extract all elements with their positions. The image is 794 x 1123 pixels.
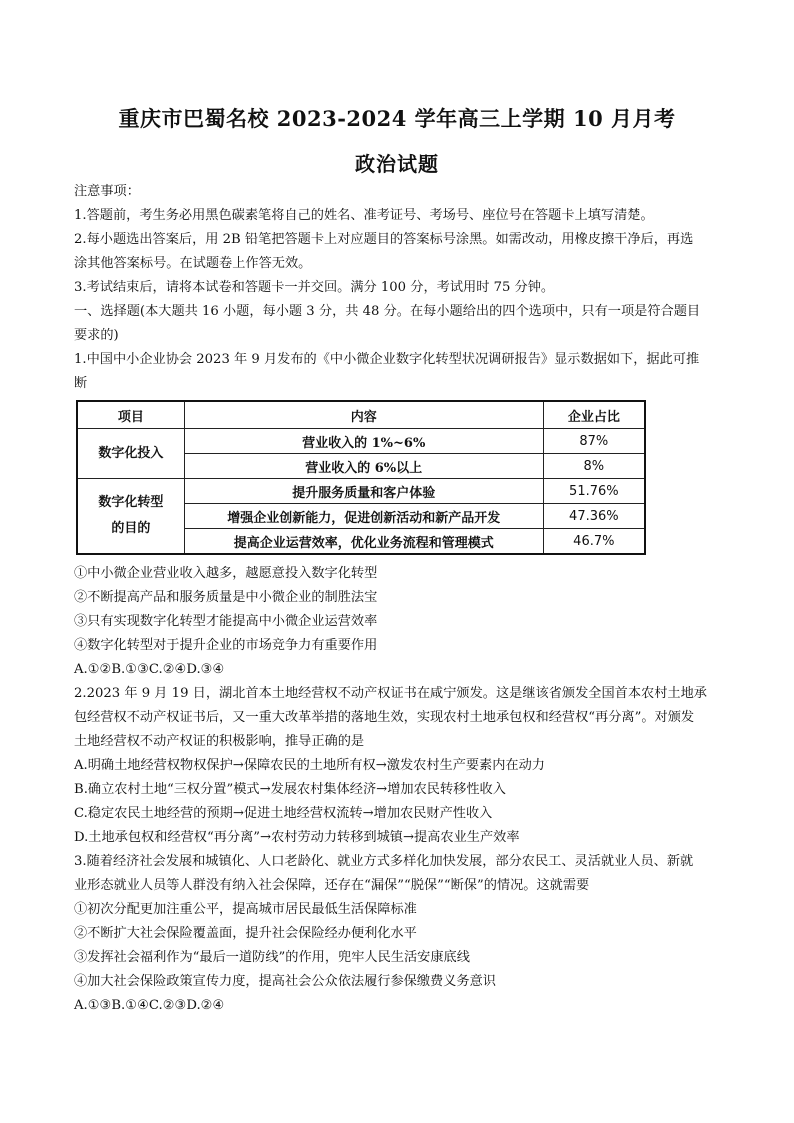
table-group-label-purpose-line-1: 数字化转型 (98, 495, 164, 510)
notice-item-3: 3.考试结束后，请将本试卷和答题卡一并交回。满分 100 分，考试用时 75 分钟。 (74, 280, 555, 295)
q2-option-a: A.明确土地经营权物权保护→保障农民的土地所有权→激发农村生产要素内在动力 (74, 758, 545, 773)
table-cell-content: 增强企业创新能力，促进创新活动和新产品开发 (184, 504, 543, 529)
q3-stem-line-1: 3.随着经济社会发展和城镇化、人口老龄化、就业方式多样化加快发展，部分农民工、灵活就业人员、新就 (74, 854, 694, 869)
notice-item-2-line-2: 涂其他答案标号。在试题卷上作答无效。 (74, 256, 312, 271)
q3-answer-choices: A.①③B.①④C.②③D.②④ (74, 998, 225, 1013)
section-heading-line-1: 一、选择题(本大题共 16 小题，每小题 3 分，共 48 分。在每小题给出的四个选项中，只有一项是符合题目 (74, 304, 701, 319)
q2-stem-line-3: 土地经营权不动产权证的积极影响，推导正确的是 (74, 734, 365, 749)
q2-stem-line-1: 2.2023 年 9 月 19 日，湖北首本土地经营权不动产权证书在咸宁颁发。这是继该省颁发全国首本农村土地承 (74, 686, 707, 701)
q3-option-3: ③发挥社会福利作为“最后一道防线”的作用，兜牢人民生活安康底线 (74, 950, 470, 965)
section-heading-line-2: 要求的) (74, 328, 119, 343)
q3-option-4: ④加大社会保险政策宣传力度，提高社会公众依法履行参保缴费义务意识 (74, 974, 496, 989)
q1-answer-choices: A.①②B.①③C.②④D.③④ (74, 662, 225, 677)
table-header-item: 项目 (77, 401, 184, 429)
table-cell-share: 46.7% (543, 529, 645, 555)
table-cell-content: 营业收入的 1%~6% (184, 429, 543, 454)
q2-option-c: C.稳定农民土地经营的预期→促进土地经营权流转→增加农民财产性收入 (74, 806, 493, 821)
notice-item-2-line-1: 2.每小题选出答案后，用 2B 铅笔把答题卡上对应题目的答案标号涂黑。如需改动，用橡皮擦干净后，再选 (74, 232, 694, 247)
q1-option-4: ④数字化转型对于提升企业的市场竞争力有重要作用 (74, 638, 378, 653)
q3-option-1: ①初次分配更加注重公平，提高城市居民最低生活保障标准 (74, 902, 417, 917)
table-header-row (77, 401, 645, 429)
table-cell-share: 87% (543, 429, 645, 454)
table-row (77, 429, 645, 454)
q3-stem-line-2: 业形态就业人员等人群没有纳入社会保障，还存在“漏保”“脱保”“断保”的情况。这就需要 (74, 878, 590, 893)
notice-heading: 注意事项： (74, 184, 140, 199)
q2-option-b: B.确立农村土地“三权分置”模式→发展农村集体经济→增加农民转移性收入 (74, 782, 506, 797)
notice-item-1: 1.答题前，考生务必用黑色碳素笔将自己的姓名、准考证号、考场号、座位号在答题卡上填写清楚。 (74, 208, 654, 223)
table-cell-share: 51.76% (543, 479, 645, 504)
table-row (77, 479, 645, 504)
q2-option-d: D.土地承包权和经营权“再分离”→农村劳动力转移到城镇→提高农业生产效率 (74, 830, 520, 845)
table-group-label-purpose (77, 479, 184, 555)
q1-stem-line-1: 1.中国中小企业协会 2023 年 9 月发布的《中小微企业数字化转型状况调研报告》显示数据如下，据此可推 (74, 352, 700, 367)
table-cell-content: 营业收入的 6%以上 (184, 454, 543, 479)
table-header-share: 企业占比 (543, 401, 645, 429)
table-cell-share: 47.36% (543, 504, 645, 529)
q3-option-2: ②不断扩大社会保险覆盖面，提升社会保险经办便利化水平 (74, 926, 417, 941)
exam-subtitle: 政治试题 (355, 152, 439, 176)
q1-option-2: ②不断提高产品和服务质量是中小微企业的制胜法宝 (74, 590, 378, 605)
table-group-label-investment: 数字化投入 (77, 429, 184, 479)
exam-title: 重庆市巴蜀名校 2023-2024 学年高三上学期 10 月月考 (118, 106, 676, 131)
q1-data-table (76, 400, 646, 555)
q2-stem-line-2: 包经营权不动产权证书后，又一重大改革举措的落地生效，实现农村土地承包权和经营权“再分离”。对颁发 (74, 710, 695, 725)
table-header-content: 内容 (184, 401, 543, 429)
q1-option-1: ①中小微企业营业收入越多，越愿意投入数字化转型 (74, 566, 378, 581)
q1-stem-line-2: 断 (74, 376, 88, 391)
q1-option-3: ③只有实现数字化转型才能提高中小微企业运营效率 (74, 614, 378, 629)
table-group-label-purpose-line-2: 的目的 (111, 521, 151, 536)
table-cell-content: 提高企业运营效率，优化业务流程和管理模式 (184, 529, 543, 555)
table-cell-share: 8% (543, 454, 645, 479)
table-cell-content: 提升服务质量和客户体验 (184, 479, 543, 504)
